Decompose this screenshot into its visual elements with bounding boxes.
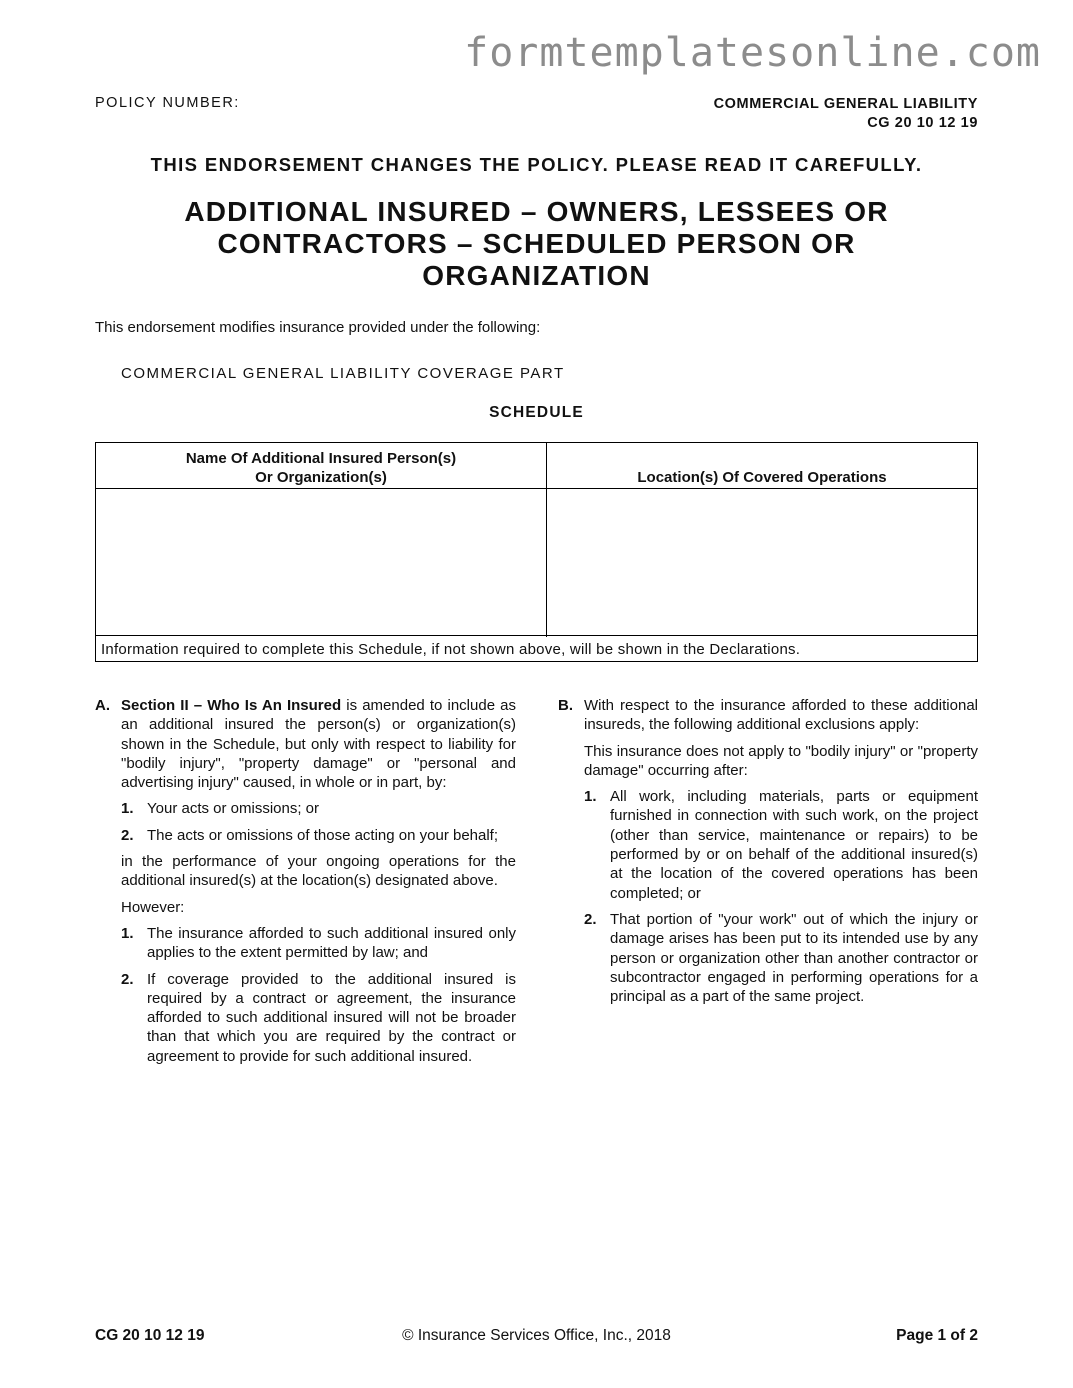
page-title: ADDITIONAL INSURED – OWNERS, LESSEES OR CONTRACTORS – SCHEDULED PERSON OR ORGANIZATION — [184, 196, 889, 291]
watermark-text: formtemplatesonline.com — [464, 30, 1041, 76]
coverage-line: COMMERCIAL GENERAL LIABILITY — [713, 96, 978, 112]
list-item-number: 2. — [584, 910, 597, 928]
coverage-part: COMMERCIAL GENERAL LIABILITY COVERAGE PART — [121, 365, 565, 382]
footer-form-number: CG 20 10 12 19 — [95, 1327, 205, 1344]
schedule-cell-location[interactable] — [547, 489, 977, 637]
schedule-header-name-line1: Name Of Additional Insured Person(s) — [185, 450, 457, 467]
list-item-number: 1. — [121, 800, 134, 818]
list-item-number: 2. — [121, 826, 134, 844]
list-item — [558, 910, 978, 1006]
schedule-footnote: Information required to complete this Schedule, if not shown above, will be shown in the Declarations. — [96, 635, 977, 661]
section-a-lead: Section II – Who Is An Insured — [121, 697, 342, 714]
section-a-text: is amended to include as an additional insured the person(s) or organization(s) shown in the Schedule, but only with respect to liability for "bodily injury", "property damage" or "personal and advertising injury" caused, in whole or in part, by: — [121, 697, 516, 792]
schedule-table — [95, 442, 978, 662]
list-item-text: The acts or omissions of those acting on your behalf; — [147, 826, 499, 844]
section-b — [558, 696, 978, 1013]
schedule-header-location: Location(s) Of Covered Operations — [547, 443, 977, 489]
schedule-cell-name[interactable] — [96, 489, 547, 637]
section-b-text: With respect to the insurance afforded to these additional insureds, the following additional exclusions apply: — [584, 697, 978, 734]
form-header — [714, 95, 978, 133]
list-item — [95, 924, 516, 963]
section-a — [95, 696, 516, 1073]
schedule-header-name — [96, 443, 547, 489]
list-item — [558, 787, 978, 903]
however-label: However: — [121, 898, 185, 916]
section-a-label: A. — [95, 697, 110, 714]
footer-page-number: Page 1 of 2 — [896, 1327, 978, 1344]
list-item — [95, 970, 516, 1066]
policy-number-label: POLICY NUMBER: — [95, 95, 240, 111]
schedule-title: SCHEDULE — [489, 404, 584, 421]
list-item — [95, 826, 516, 845]
list-item-text: All work, including materials, parts or equipment furnished in connection with such work, on the project (other than service, maintenance or repairs) to be performed by or on behalf of the additional insured(s) at the location of the covered operations has been completed; or — [610, 788, 978, 902]
section-b-intro — [558, 696, 978, 735]
list-item-number: 2. — [121, 970, 134, 988]
list-item-text: The insurance afforded to such additional insured only applies to the extent permitted by law; and — [147, 924, 516, 962]
list-item-text: If coverage provided to the additional insured is required by a contract or agreement, the insurance afforded to such additional insured will not be broader than that which you are required by the contract or agreement to provide for such additional insured. — [147, 970, 516, 1065]
list-item-text: That portion of "your work" out of which the injury or damage arises has been put to its intended use by any person or organization other than another contractor or subcontractor engaged in performing operations for a principal as a part of the same project. — [610, 910, 978, 1006]
section-b-label: B. — [558, 697, 573, 714]
section-a-intro — [95, 696, 516, 792]
list-item — [95, 799, 516, 818]
form-number: CG 20 10 12 19 — [867, 115, 978, 131]
section-a-continuation: in the performance of your ongoing operations for the additional insured(s) at the location(s) designated above. — [121, 853, 516, 890]
list-item-text: Your acts or omissions; or — [147, 800, 320, 818]
modifies-statement: This endorsement modifies insurance provided under the following: — [95, 319, 541, 336]
list-item-number: 1. — [121, 924, 134, 942]
footer-copyright: © Insurance Services Office, Inc., 2018 — [402, 1327, 671, 1344]
endorsement-notice: THIS ENDORSEMENT CHANGES THE POLICY. PLEASE READ IT CAREFULLY. — [150, 154, 923, 175]
schedule-header-name-line2: Or Organization(s) — [255, 469, 387, 486]
list-item-number: 1. — [584, 788, 597, 806]
section-b-subtext: This insurance does not apply to "bodily injury" or "property damage" occurring after: — [584, 742, 978, 779]
